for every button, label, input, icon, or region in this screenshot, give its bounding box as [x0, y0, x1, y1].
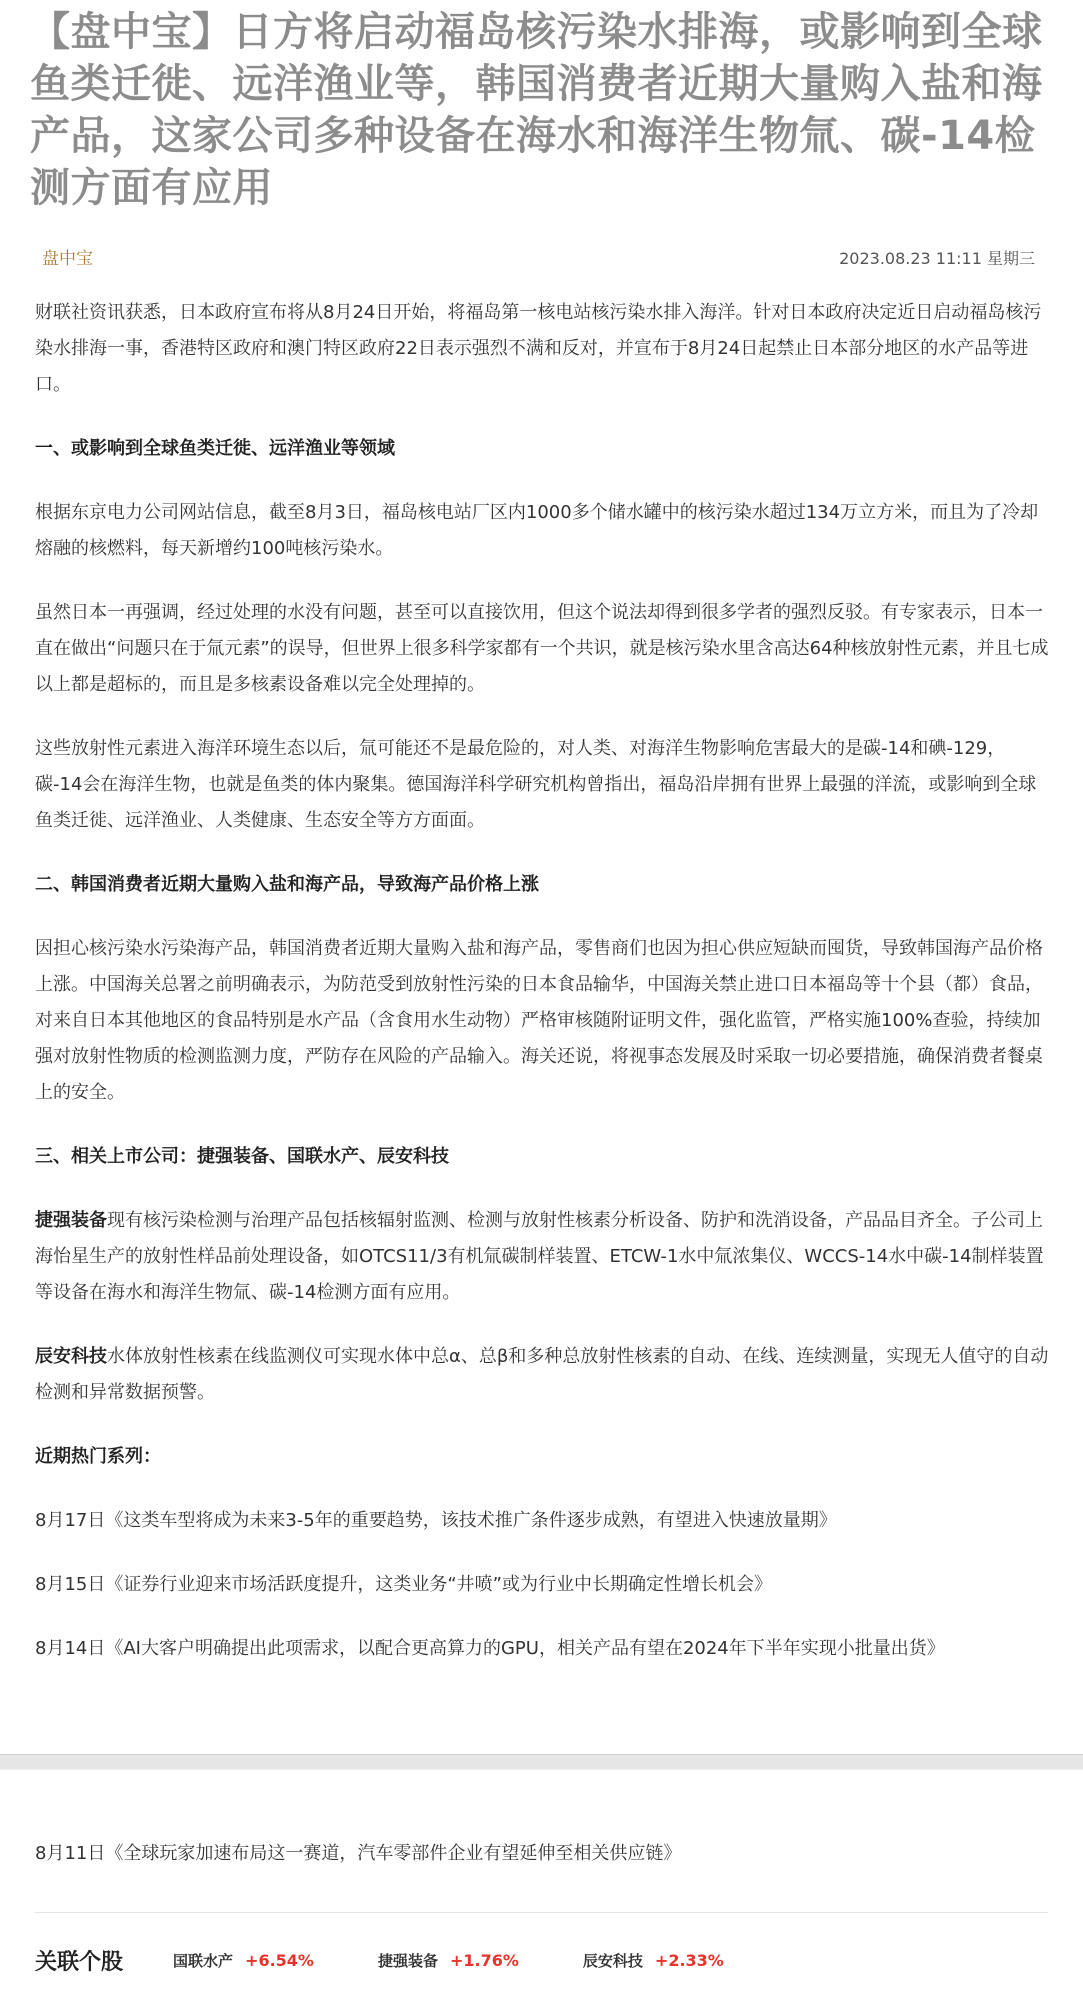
section1-paragraph-2: 虽然日本一再强调，经过处理的水没有问题，甚至可以直接饮用，但这个说法却得到很多学者的强烈反驳。有专家表示，日本一直在做出“问题只在于氚元素”的误导，但世界上很多科学家都有一个共识，就是核污染水里含高达64种核放射性元素，并且七成以上都是超标的，而且是多核素设备难以完全处理掉的。	[35, 602, 1049, 695]
stock-change: +1.76%	[449, 1950, 519, 1970]
related-stocks-bar	[35, 1940, 1048, 1980]
section-heading-3: 三、相关上市公司：捷强装备、国联水产、辰安科技	[35, 1146, 449, 1167]
company1-text: 现有核污染检测与治理产品包括核辐射监测、检测与放射性核素分析设备、防护和洗消设备，产品品目齐全。子公司上海怡星生产的放射性样品前处理设备，如OTCS11/3有机氚碳制样装置、ETCW-1水中氚浓集仪、WCCS-14水中碳-14制样装置等设备在海水和海洋生物氚、碳-14检测方面有应用。	[35, 1210, 1044, 1303]
series-item-3[interactable]: 8月14日《AI大客户明确提出此项需求，以配合更高算力的GPU，相关产品有望在2024年下半年实现小批量出货》	[35, 1638, 945, 1659]
company2-text: 水体放射性核素在线监测仪可实现水体中总α、总β和多种总放射性核素的自动、在线、连续测量，实现无人值守的自动检测和异常数据预警。	[35, 1346, 1049, 1403]
article-source[interactable]: 盘中宝	[42, 249, 93, 269]
stock-name: 辰安科技	[582, 1951, 643, 1970]
intro-paragraph: 财联社资讯获悉，日本政府宣布将从8月24日开始，将福岛第一核电站核污染水排入海洋。针对日本政府决定近日启动福岛核污染水排海一事，香港特区政府和澳门特区政府22日表示强烈不满和反对，并宣布于8月24日起禁止日本部分地区的水产品等进口。	[35, 302, 1042, 395]
stock-name: 捷强装备	[377, 1951, 438, 1970]
series-item-4[interactable]: 8月11日《全球玩家加速布局这一赛道，汽车零部件企业有望延伸至相关供应链》	[35, 1843, 682, 1864]
series-item-2[interactable]: 8月15日《证券行业迎来市场活跃度提升，这类业务“井喷”或为行业中长期确定性增长机会》	[35, 1574, 773, 1595]
section2-paragraph-1: 因担心核污染水污染海产品，韩国消费者近期大量购入盐和海产品，零售商们也因为担心供应短缺而囤货，导致韩国海产品价格上涨。中国海关总署之前明确表示，为防范受到放射性污染的日本食品输华，中国海关禁止进口日本福岛等十个县（都）食品，对来自日本其他地区的食品特别是水产品（含食用水生动物）严格审核随附证明文件，强化监管，严格实施100%查验，持续加强对放射性物质的检测监测力度，严防存在风险的产品输入。海关还说，将视事态发展及时采取一切必要措施，确保消费者餐桌上的安全。	[35, 938, 1043, 1103]
related-stocks-title: 关联个股	[35, 1949, 124, 1975]
section1-paragraph-3: 这些放射性元素进入海洋环境生态以后，氚可能还不是最危险的，对人类、对海洋生物影响危害最大的是碳-14和碘-129，碳-14会在海洋生物，也就是鱼类的体内聚集。德国海洋科学研究机构曾指出，福岛沿岸拥有世界上最强的洋流，或影响到全球鱼类迁徙、远洋渔业、人类健康、生态安全等方方面面。	[35, 738, 1037, 831]
article-date: 2023.08.23 11:11 星期三	[839, 249, 1035, 268]
company2-paragraph	[35, 1339, 1050, 1411]
stock-item-jieqiang[interactable]	[378, 1950, 519, 1971]
section-heading-2: 二、韩国消费者近期大量购入盐和海产品，导致海产品价格上涨	[35, 874, 539, 895]
section1-paragraph-1: 根据东京电力公司网站信息，截至8月3日，福岛核电站厂区内1000多个储水罐中的核污染水超过134万立方米，而且为了冷却熔融的核燃料，每天新增约100吨核污染水。	[35, 502, 1039, 559]
section-divider	[0, 1754, 1083, 1770]
stock-item-chenan[interactable]	[583, 1950, 724, 1971]
article-title: 【盘中宝】日方将启动福岛核污染水排海，或影响到全球鱼类迁徙、远洋渔业等，韩国消费者近期大量购入盐和海产品，这家公司多种设备在海水和海洋生物氚、碳-14检测方面有应用	[30, 9, 1043, 211]
stock-item-guolian[interactable]	[173, 1950, 314, 1971]
company1-paragraph	[35, 1203, 1050, 1311]
series-item-1[interactable]: 8月17日《这类车型将成为未来3-5年的重要趋势，该技术推广条件逐步成熟，有望进入快速放量期》	[35, 1510, 837, 1531]
stock-name: 国联水产	[173, 1951, 234, 1970]
related-divider	[35, 1912, 1048, 1913]
section-heading-1: 一、或影响到全球鱼类迁徙、远洋渔业等领域	[35, 438, 395, 459]
stock-change: +6.54%	[245, 1950, 314, 1970]
company1-name: 捷强装备	[35, 1210, 107, 1231]
series-title: 近期热门系列：	[35, 1446, 161, 1467]
article-body	[35, 295, 1050, 1695]
company2-name: 辰安科技	[35, 1346, 107, 1367]
stock-change: +2.33%	[654, 1950, 724, 1970]
